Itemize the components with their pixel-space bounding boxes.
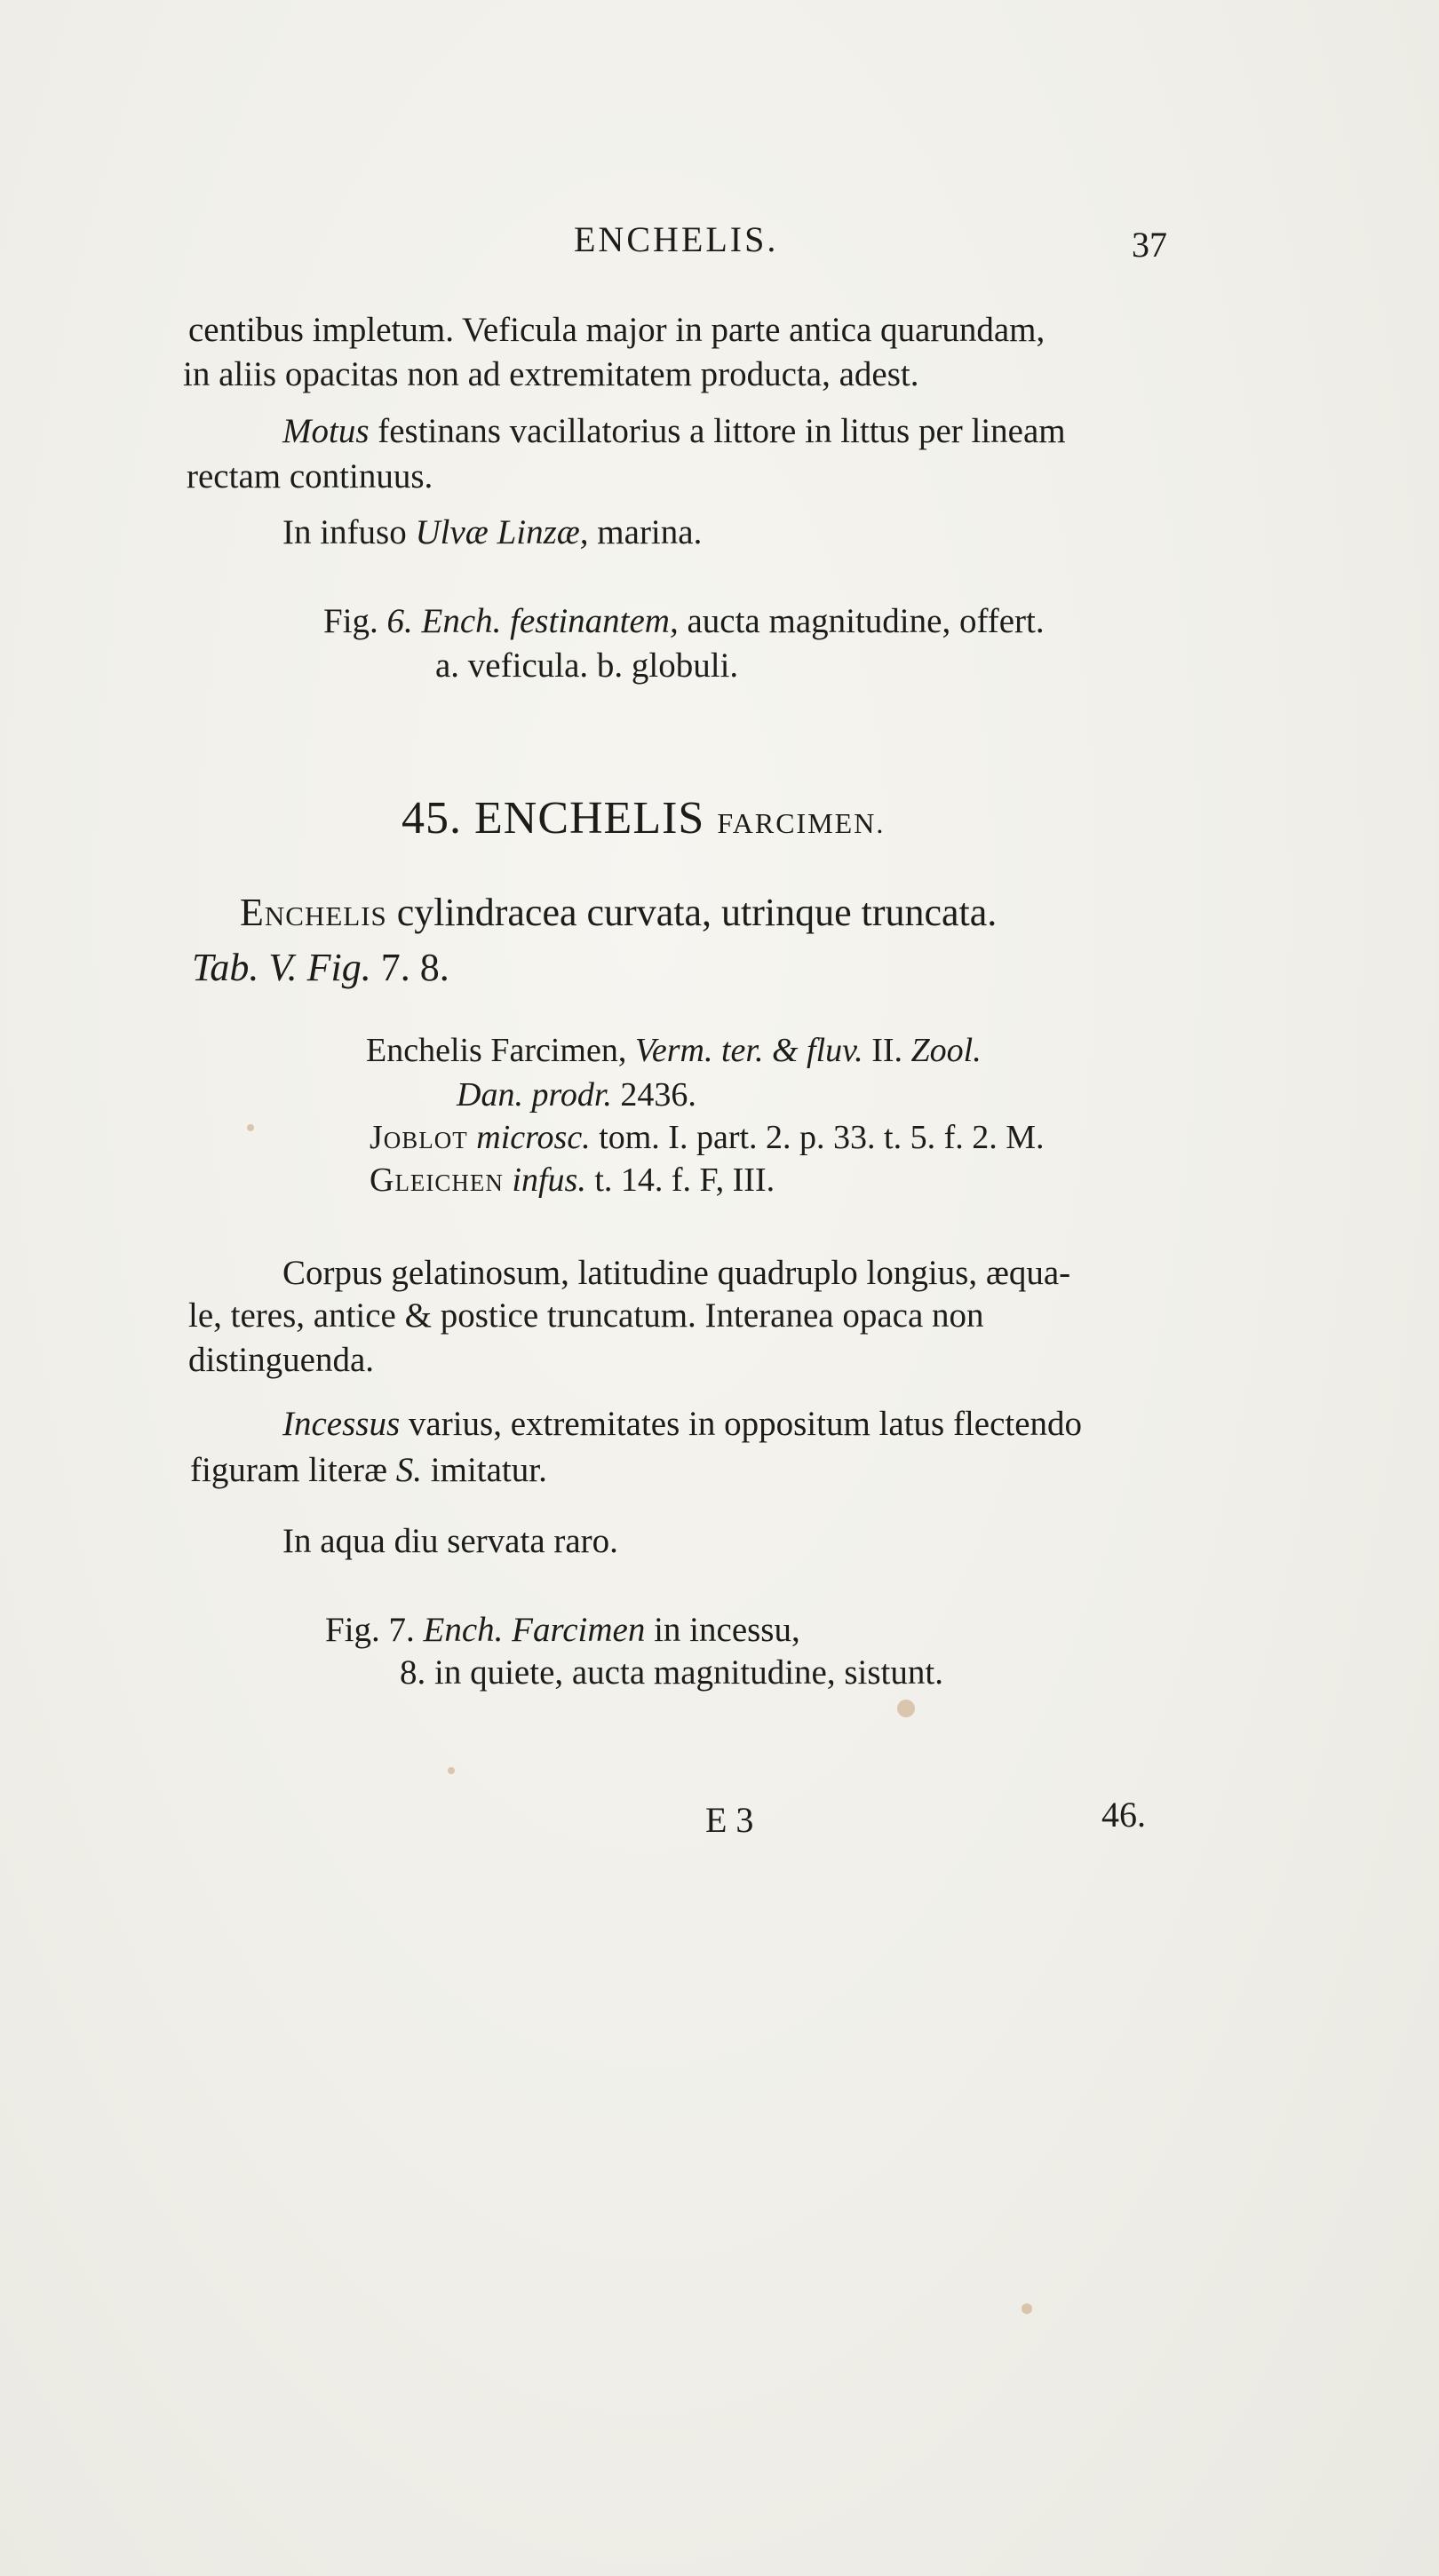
corpus-line-2: le, teres, antice & postice truncatum. Interanea opaca non <box>188 1296 984 1335</box>
synonym-1-zool: Zool. <box>910 1032 982 1069</box>
motus-line-2: rectam continuus. <box>187 457 433 495</box>
plate-reference-label: Tab. V. Fig. <box>192 946 371 989</box>
foxing-spot <box>448 1767 455 1774</box>
synonym-1-line2-work: Dan. prodr. <box>457 1076 612 1114</box>
habitat-term: Ulvæ Linzæ, <box>415 513 589 551</box>
synonym-1-line-1 <box>366 1034 982 1067</box>
species-heading <box>401 793 886 844</box>
foxing-spot <box>1022 2303 1032 2314</box>
synonym-1-line-2 <box>457 1078 696 1112</box>
motus-text: festinans vacillatorius a littore in littus per lineam <box>369 412 1066 450</box>
habitat-post: marina. <box>588 513 703 551</box>
synonym-2-author: Joblot <box>370 1119 468 1156</box>
fig7-term: Ench. Farcimen <box>423 1611 646 1649</box>
fig6-caption-line-1 <box>323 604 1045 638</box>
habitat-pre: In infuso <box>282 513 416 551</box>
synonym-2-work: microsc. <box>467 1119 591 1156</box>
continuation-line-1: centibus impletum. Veficula major in parte antica quarundam, <box>188 311 1045 349</box>
catchword: 46. <box>1101 1795 1146 1835</box>
incessus-line-1 <box>282 1407 1082 1441</box>
synonym-1-pre: Enchelis Farcimen, <box>366 1032 635 1069</box>
fig7-post: in incessu, <box>645 1611 800 1649</box>
fig6-term: Ench. festinantem, <box>412 602 679 640</box>
motus-line-1 <box>282 414 1066 448</box>
species-genus: ENCHELIS <box>462 793 718 844</box>
fig7-pre: Fig. 7. <box>325 1611 424 1649</box>
incessus-letter: S. <box>395 1451 423 1489</box>
synonym-3 <box>370 1163 775 1197</box>
fig7-caption-line-1 <box>325 1613 800 1647</box>
incessus-line2-post: imitatur. <box>422 1451 547 1489</box>
habitat-line <box>282 515 702 550</box>
species-number: 45. <box>401 793 462 844</box>
synonym-3-work: infus. <box>503 1161 586 1199</box>
species-epithet: FARCIMEN. <box>717 807 886 839</box>
incessus-term: Incessus <box>282 1405 401 1443</box>
synonym-3-author: Gleichen <box>370 1161 504 1199</box>
page-number: 37 <box>1132 225 1167 265</box>
synonym-3-post: t. 14. f. F, III. <box>585 1161 775 1199</box>
plate-reference-figures: 7. 8. <box>370 946 449 989</box>
incessus-line-2 <box>190 1453 547 1487</box>
diagnosis-text: cylindracea curvata, utrinque truncata. <box>386 891 998 934</box>
fig6-number: 6. <box>386 602 413 640</box>
synonym-1-line2-num: 2436. <box>611 1076 696 1114</box>
fig6-caption-line-2: a. veficula. b. globuli. <box>435 646 739 685</box>
diagnosis-genus: Enchelis <box>240 891 387 934</box>
synonym-1-post: II. <box>863 1032 911 1069</box>
foxing-spot <box>897 1700 915 1717</box>
incessus-line2-pre: figuram literæ <box>190 1451 396 1489</box>
fig6-post: aucta magnitudine, offert. <box>678 602 1045 640</box>
fig6-pre: Fig. <box>323 602 387 640</box>
plate-reference <box>192 948 449 987</box>
habitat-line-2: In aqua diu servata raro. <box>282 1522 618 1560</box>
incessus-text: varius, extremitates in oppositum latus flectendo <box>400 1405 1083 1443</box>
corpus-line-1: Corpus gelatinosum, latitudine quadruplo longius, æqua- <box>282 1254 1071 1292</box>
motus-term: Motus <box>282 412 370 450</box>
continuation-line-2: in aliis opacitas non ad extremitatem producta, adest. <box>183 355 919 393</box>
synonym-2 <box>370 1121 1045 1154</box>
corpus-line-3: distinguenda. <box>188 1341 375 1379</box>
signature-mark: E 3 <box>705 1800 754 1840</box>
running-title: ENCHELIS. <box>574 219 779 259</box>
synonym-1-work: Verm. ter. & fluv. <box>634 1032 863 1069</box>
fig7-caption-line-2: 8. in quiete, aucta magnitudine, sistunt. <box>400 1653 943 1692</box>
diagnosis-line <box>240 893 997 932</box>
foxing-spot <box>247 1124 254 1131</box>
synonym-2-post: tom. I. part. 2. p. 33. t. 5. f. 2. M. <box>590 1119 1045 1156</box>
